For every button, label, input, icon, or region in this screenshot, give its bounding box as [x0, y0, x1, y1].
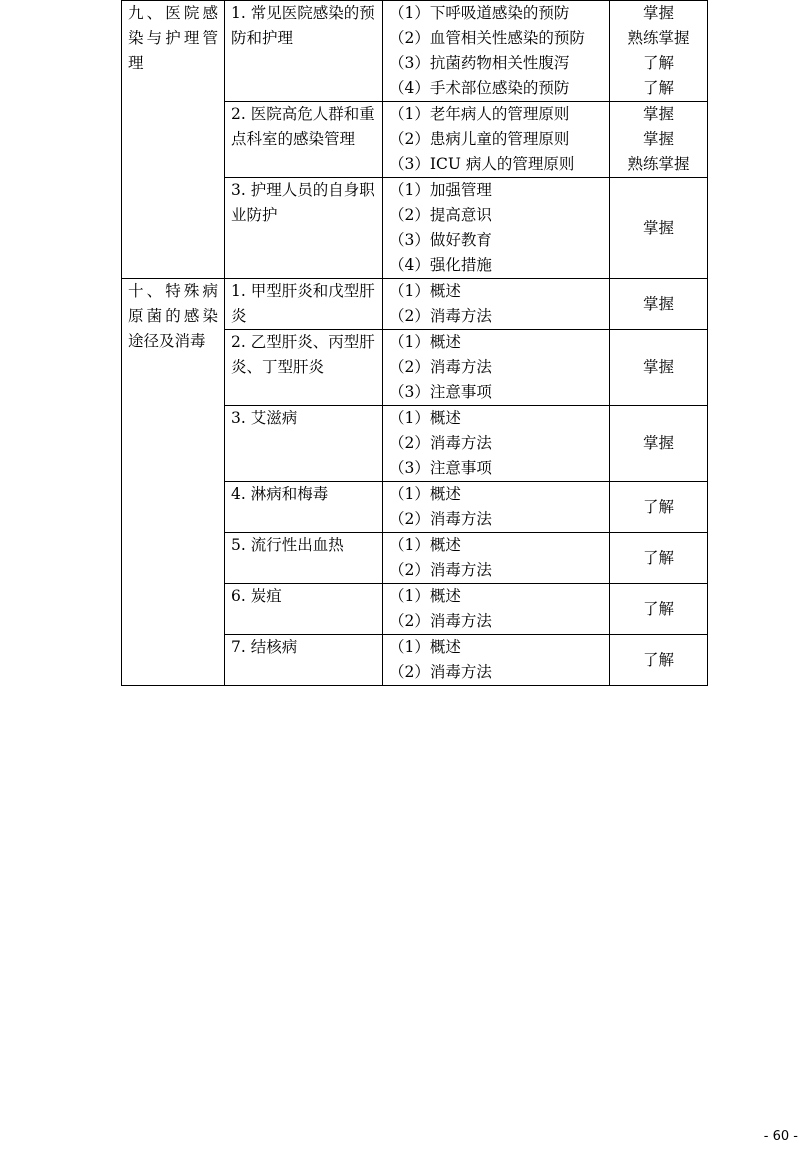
level-item: 熟练掌握 — [627, 29, 690, 47]
point-item: （1）概述 — [389, 536, 461, 554]
point-item: （3）做好教育 — [389, 231, 492, 249]
topic-title: 2. 乙型肝炎、丙型肝炎、丁型肝炎 — [225, 330, 383, 406]
point-item: （2）消毒方法 — [389, 561, 492, 579]
point-item: （1）下呼吸道感染的预防 — [389, 4, 570, 22]
points-cell — [383, 533, 610, 584]
point-item: （1）概述 — [389, 587, 461, 605]
level-cell: 了解 — [610, 584, 708, 635]
point-item: （1）概述 — [389, 409, 461, 427]
point-item: （3）注意事项 — [389, 459, 492, 477]
point-item: （2）消毒方法 — [389, 358, 492, 376]
topic-title: 3. 护理人员的自身职业防护 — [225, 178, 383, 279]
topic-title: 1. 甲型肝炎和戊型肝炎 — [225, 279, 383, 330]
level-item: 掌握 — [642, 4, 674, 22]
topic-title: 2. 医院高危人群和重点科室的感染管理 — [225, 102, 383, 178]
point-item: （1）概述 — [389, 485, 461, 503]
points-cell — [383, 330, 610, 406]
point-item: （1）概述 — [389, 638, 461, 656]
points-cell — [383, 279, 610, 330]
topic-title: 7. 结核病 — [225, 635, 383, 686]
level-item: 掌握 — [642, 105, 674, 123]
point-item: （3）ICU 病人的管理原则 — [389, 155, 575, 173]
point-item: （4）强化措施 — [389, 256, 492, 274]
points-cell — [383, 584, 610, 635]
syllabus-table — [121, 0, 708, 686]
point-item: （4）手术部位感染的预防 — [389, 79, 570, 97]
point-item: （1）老年病人的管理原则 — [389, 105, 570, 123]
level-cell: 了解 — [610, 533, 708, 584]
topic-title: 1. 常见医院感染的预防和护理 — [225, 1, 383, 102]
point-item: （2）血管相关性感染的预防 — [389, 29, 585, 47]
points-cell — [383, 635, 610, 686]
topic-title: 3. 艾滋病 — [225, 406, 383, 482]
points-cell — [383, 178, 610, 279]
level-cell: 掌握 — [610, 279, 708, 330]
topic-title: 6. 炭疽 — [225, 584, 383, 635]
point-item: （2）消毒方法 — [389, 612, 492, 630]
level-item: 了解 — [642, 79, 674, 97]
points-cell — [383, 482, 610, 533]
points-cell — [383, 406, 610, 482]
point-item: （3）注意事项 — [389, 383, 492, 401]
page-number: - 60 - — [763, 1129, 798, 1144]
point-item: （2）提高意识 — [389, 206, 492, 224]
point-item: （2）消毒方法 — [389, 434, 492, 452]
level-cell: 掌握 — [610, 406, 708, 482]
point-item: （2）消毒方法 — [389, 307, 492, 325]
point-item: （3）抗菌药物相关性腹泻 — [389, 54, 570, 72]
point-item: （1）概述 — [389, 282, 461, 300]
unit-title: 十、特殊病原菌的感染途径及消毒 — [122, 279, 225, 686]
topic-title: 4. 淋病和梅毒 — [225, 482, 383, 533]
level-cell — [610, 1, 708, 102]
level-cell: 了解 — [610, 482, 708, 533]
table-row — [122, 1, 708, 102]
points-cell — [383, 102, 610, 178]
level-item: 了解 — [642, 54, 674, 72]
unit-title: 九、医院感染与护理管理 — [122, 1, 225, 279]
point-item: （2）患病儿童的管理原则 — [389, 130, 570, 148]
table-row — [122, 279, 708, 330]
points-cell — [383, 1, 610, 102]
level-cell: 掌握 — [610, 330, 708, 406]
level-item: 掌握 — [642, 130, 674, 148]
point-item: （1）加强管理 — [389, 181, 492, 199]
level-cell — [610, 102, 708, 178]
level-cell: 掌握 — [610, 178, 708, 279]
point-item: （2）消毒方法 — [389, 663, 492, 681]
point-item: （2）消毒方法 — [389, 510, 492, 528]
level-item: 熟练掌握 — [627, 155, 690, 173]
level-cell: 了解 — [610, 635, 708, 686]
topic-title: 5. 流行性出血热 — [225, 533, 383, 584]
point-item: （1）概述 — [389, 333, 461, 351]
